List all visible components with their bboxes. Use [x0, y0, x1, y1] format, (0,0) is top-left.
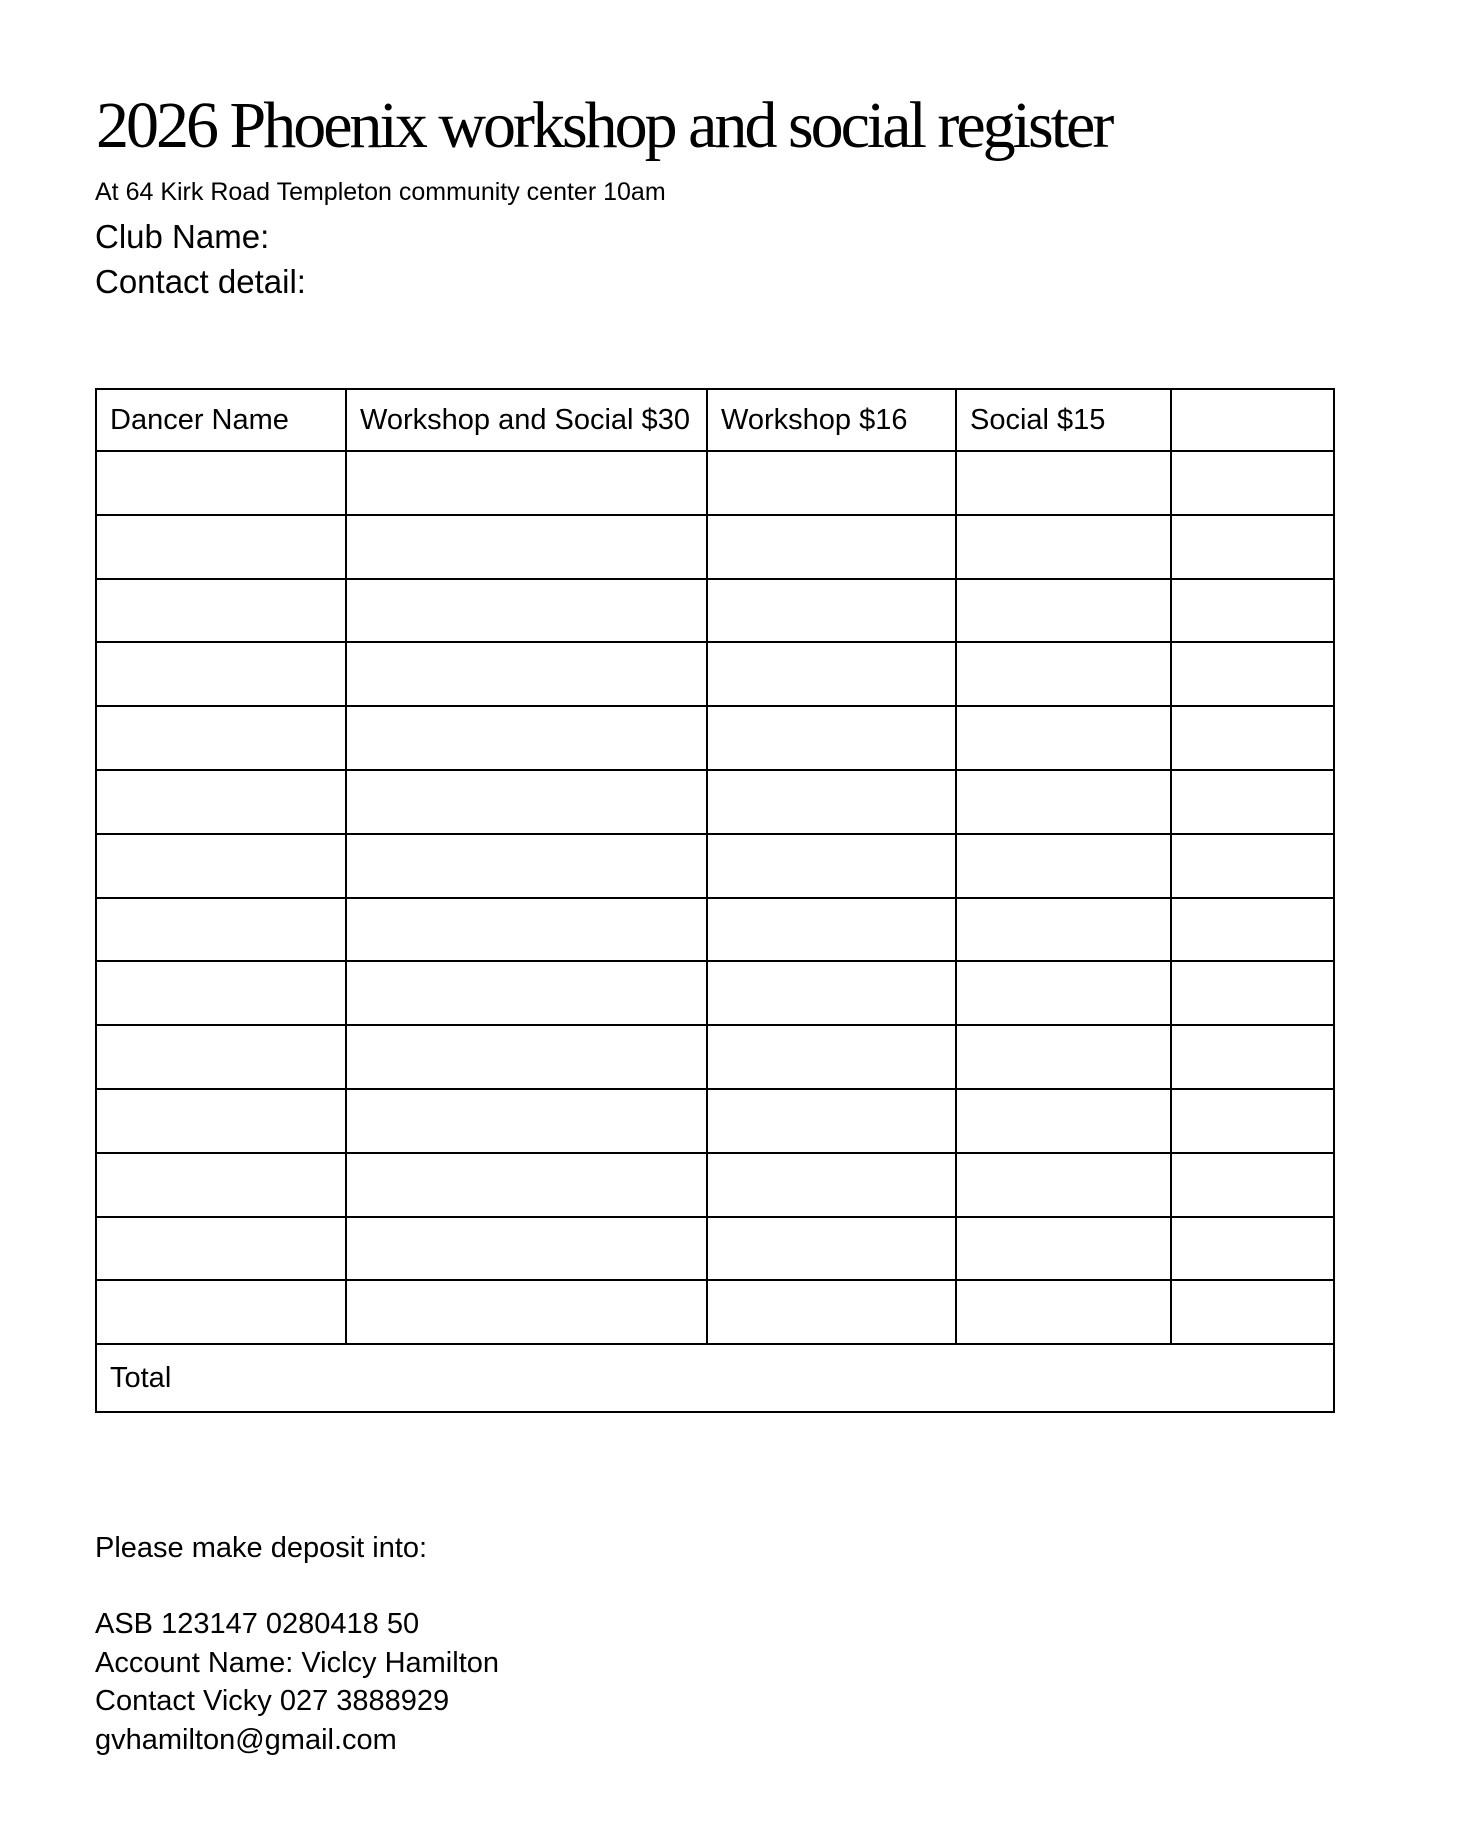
table-cell — [707, 579, 956, 643]
table-row — [96, 1025, 1334, 1089]
table-row — [96, 579, 1334, 643]
table-cell — [1171, 1217, 1334, 1281]
table-cell — [1171, 1089, 1334, 1153]
payment-line-3: gvhamilton@gmail.com — [95, 1723, 397, 1756]
table-cell — [96, 1217, 346, 1281]
table-cell — [956, 642, 1171, 706]
table-cell — [96, 515, 346, 579]
table-cell — [346, 579, 707, 643]
header-cell-2: Workshop $16 — [707, 389, 956, 451]
table-cell — [707, 770, 956, 834]
table-cell — [956, 451, 1171, 515]
table-cell — [1171, 834, 1334, 898]
table-cell — [96, 770, 346, 834]
header-cell-4 — [1171, 389, 1334, 451]
table-row — [96, 515, 1334, 579]
table-cell — [956, 706, 1171, 770]
table-cell — [96, 1089, 346, 1153]
table-row — [96, 706, 1334, 770]
table-cell — [1171, 1153, 1334, 1217]
table-row — [96, 834, 1334, 898]
table-cell — [707, 834, 956, 898]
table-cell — [956, 834, 1171, 898]
table-row — [96, 1089, 1334, 1153]
table-row — [96, 898, 1334, 962]
table-cell — [346, 706, 707, 770]
table-cell — [707, 1153, 956, 1217]
table-header-row — [96, 389, 1334, 451]
table-cell — [707, 515, 956, 579]
table-cell — [96, 579, 346, 643]
table-cell — [956, 1280, 1171, 1344]
table-cell — [1171, 706, 1334, 770]
table-cell — [1171, 961, 1334, 1025]
header-cell-1: Workshop and Social $30 — [346, 389, 707, 451]
table-cell — [956, 1217, 1171, 1281]
table-cell — [707, 642, 956, 706]
register-table — [95, 388, 1335, 1413]
table-cell — [707, 898, 956, 962]
table-cell — [956, 515, 1171, 579]
table-cell — [707, 1025, 956, 1089]
table-row — [96, 1217, 1334, 1281]
table-row — [96, 642, 1334, 706]
table-cell — [346, 1153, 707, 1217]
table-cell — [346, 770, 707, 834]
table-cell — [1171, 451, 1334, 515]
table-row — [96, 1153, 1334, 1217]
event-location-text: At 64 Kirk Road Templeton community center 10am — [95, 178, 666, 206]
table-cell — [96, 834, 346, 898]
table-cell — [707, 961, 956, 1025]
payment-line-0: ASB 123147 0280418 50 — [95, 1608, 420, 1640]
table-cell — [96, 961, 346, 1025]
table-cell — [707, 706, 956, 770]
payment-details — [95, 1605, 499, 1759]
table-cell — [346, 642, 707, 706]
table-cell — [96, 898, 346, 962]
header-cell-3: Social $15 — [956, 389, 1171, 451]
table-cell — [707, 451, 956, 515]
table-cell — [96, 1280, 346, 1344]
table-cell — [346, 1025, 707, 1089]
table-cell — [346, 898, 707, 962]
table-cell — [707, 1089, 956, 1153]
table-cell — [956, 579, 1171, 643]
table-cell — [96, 706, 346, 770]
table-cell — [346, 515, 707, 579]
payment-line-2: Contact Vicky 027 3888929 — [95, 1685, 450, 1717]
table-cell — [956, 1153, 1171, 1217]
table-cell — [956, 770, 1171, 834]
header-cell-0: Dancer Name — [96, 389, 346, 451]
deposit-intro-text: Please make deposit into: — [95, 1532, 428, 1564]
table-row — [96, 1280, 1334, 1344]
table-cell — [1171, 515, 1334, 579]
total-row — [96, 1344, 1334, 1412]
table-cell — [346, 961, 707, 1025]
table-cell — [96, 1153, 346, 1217]
table-cell — [707, 1217, 956, 1281]
table-cell — [1171, 642, 1334, 706]
table-cell — [1171, 579, 1334, 643]
table-cell — [1171, 1280, 1334, 1344]
table-cell — [346, 451, 707, 515]
table-cell — [956, 1089, 1171, 1153]
table-cell — [346, 834, 707, 898]
table-cell — [956, 961, 1171, 1025]
table-cell — [956, 898, 1171, 962]
table-cell — [96, 451, 346, 515]
table-row — [96, 451, 1334, 515]
table-row — [96, 770, 1334, 834]
table-cell — [1171, 898, 1334, 962]
table-row — [96, 961, 1334, 1025]
page-title: 2026 Phoenix workshop and social register — [96, 89, 1112, 162]
table-cell — [96, 642, 346, 706]
table-cell — [707, 1280, 956, 1344]
table-cell — [346, 1280, 707, 1344]
table-cell — [96, 1025, 346, 1089]
table-cell — [1171, 770, 1334, 834]
contact-detail-label: Contact detail: — [95, 263, 306, 300]
table-cell — [1171, 1025, 1334, 1089]
payment-line-1: Account Name: Viclcy Hamilton — [95, 1646, 500, 1679]
table-cell — [956, 1025, 1171, 1089]
club-name-label: Club Name: — [95, 218, 270, 255]
total-cell: Total — [96, 1344, 1334, 1412]
table-cell — [346, 1089, 707, 1153]
table-cell — [346, 1217, 707, 1281]
